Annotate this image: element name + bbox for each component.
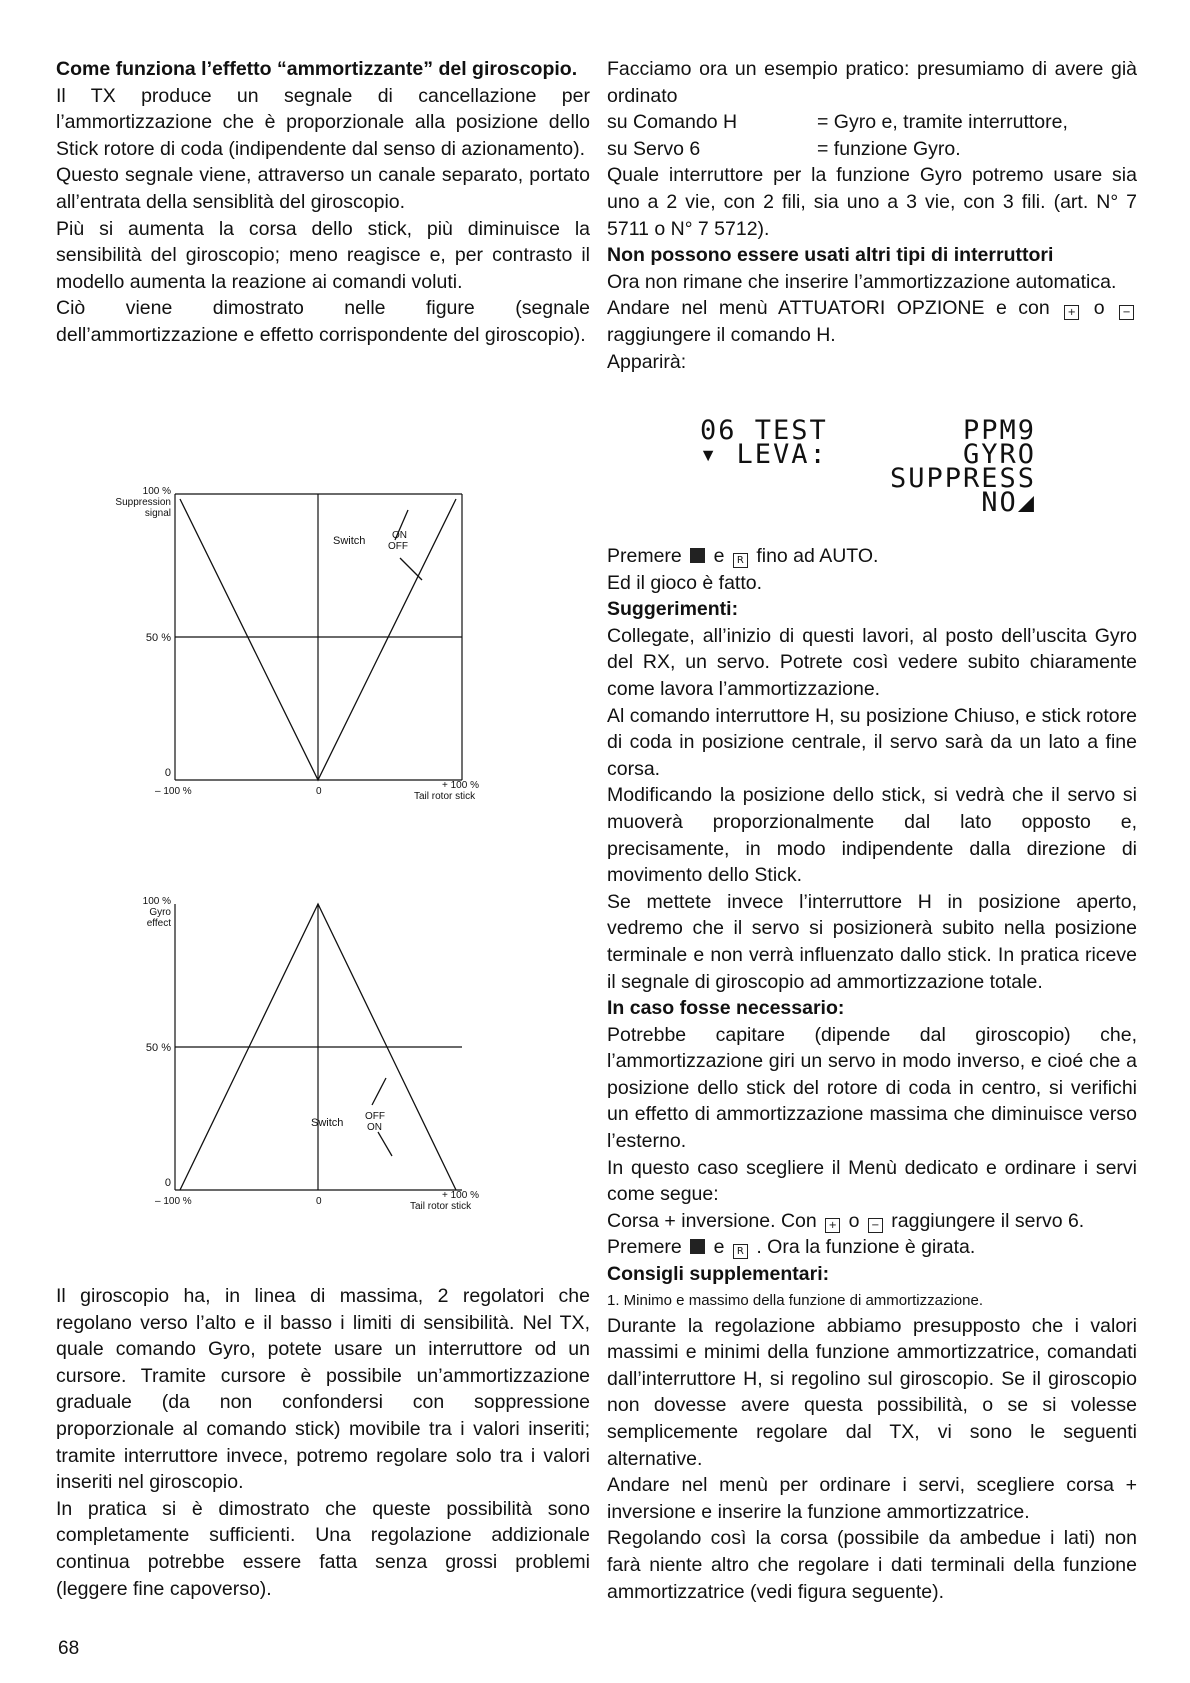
text-span: raggiungere il servo 6. [891, 1209, 1085, 1232]
assignment-key: su Comando H [607, 111, 738, 134]
section-heading: In caso fosse necessario: [607, 997, 845, 1020]
switch-on-label: ON [367, 1122, 382, 1133]
right-column-top [607, 56, 1137, 375]
text-span: o [1093, 297, 1105, 320]
y-label-50: 50 % [145, 632, 171, 644]
x-label-right: + 100 % [442, 1190, 479, 1201]
text-span: fino ad AUTO. [756, 545, 879, 567]
text-span: Premere [607, 1236, 682, 1259]
r-key-icon: R [733, 553, 748, 568]
warning-text: Non possono essere usati altri tipi di interruttori [607, 244, 1054, 267]
assignment-row [607, 109, 1137, 136]
x-label-center: 0 [316, 1196, 322, 1207]
switch-on-label: ON [392, 530, 407, 541]
paragraph: Durante la regolazione abbiamo presupposto che i valori massimi e minimi della funzione ammortizzatrice, comandati dall’interruttore H, si regolino sul giroscopio. Se il giroscopio non dovesse avere questa possibilità, o se si volesse semplicemente regolare dal TX, vi sono le seguenti alternative. [607, 1314, 1137, 1470]
right-column-bottom [607, 543, 1137, 1605]
y-label-line2: signal [144, 508, 171, 519]
gyro-effect-figure [60, 890, 530, 1230]
lcd-line1-right: PPM9 [962, 415, 1036, 446]
assignment-key: su Servo 6 [607, 137, 701, 160]
x-label-center: 0 [316, 786, 322, 797]
section-heading: Suggerimenti: [607, 598, 739, 621]
filled-key-icon [690, 1239, 705, 1254]
plus-key-icon: + [1064, 305, 1079, 320]
switch-label: Switch [311, 1117, 344, 1129]
paragraph: In pratica si è dimostrato che queste possibilità sono completamente sufficienti. Una regolazione addizionale continua potrebbe essere fatta senza grossi problemi (leggere fine capoverso). [56, 1497, 590, 1600]
page-number: 68 [58, 1638, 80, 1659]
x-axis-title: Tail rotor stick [414, 791, 476, 802]
plus-key-icon: + [825, 1218, 840, 1233]
text-span: raggiungere il comando H. [607, 323, 836, 346]
x-label-right: + 100 % [442, 780, 479, 791]
paragraph: Il TX produce un segnale di cancellazione per l’ammortizzazione che è proporzionale alla posizione dello Stick rotore di coda (indipendente dal senso di azionamento). [56, 84, 590, 160]
lcd-line1-left: 06 TEST [700, 415, 828, 446]
x-label-left: – 100 % [155, 1196, 192, 1207]
paragraph: Potrebbe capitare (dipende dal giroscopio) che, l’ammortizzazione giri un servo in modo inverso, e cioé che a posizione dello stick del rotore di coda in centro, si verifichi un effetto di ammortizzazione massima che diminuisce verso l’esterno. [607, 1023, 1137, 1153]
paragraph [607, 1208, 1137, 1235]
section-heading: Consigli supplementari: [607, 1263, 830, 1286]
paragraph: Se mettete invece l’interruttore H in posizione aperto, vedremo che il servo si posizionerà subito nella posizione terminale e non verrà influenzato dallo stick. In pratica riceve il segnale di giroscopio ad ammortizzazione totale. [607, 890, 1137, 993]
section-heading: Come funziona l’effetto “ammortizzante” del giroscopio. [56, 58, 578, 80]
y-label-0: 0 [164, 767, 171, 779]
switch-off-label: OFF [365, 1111, 385, 1122]
paragraph: Regolando così la corsa (possibile da ambedue i lati) non farà niente altro che regolare i dati terminali della funzione ammortizzatrice (vedi figura seguente). [607, 1527, 1137, 1603]
text-span: Andare nel menù ATTUATORI OPZIONE e con [607, 297, 1050, 320]
paragraph: Apparirà: [607, 350, 687, 373]
paragraph [607, 295, 1137, 348]
assignment-value: = funzione Gyro. [817, 137, 961, 160]
filled-key-icon [690, 548, 705, 563]
paragraph: Questo segnale viene, attraverso un canale separato, portato all’entrata della sensiblità del giroscopio. [56, 164, 590, 213]
paragraph [607, 1234, 1137, 1261]
y-label-line1: Suppression [115, 497, 171, 508]
r-key-icon: R [733, 1244, 748, 1259]
minus-key-icon: − [1119, 305, 1134, 320]
lcd-line2-right: GYRO [962, 439, 1036, 470]
lcd-line4: NO◢ [981, 487, 1036, 518]
paragraph: Quale interruttore per la funzione Gyro potremo usare sia uno a 2 vie, con 2 fili, sia uno a 3 vie, con 3 fili. (art. N° 7 5711 o N° 7 5712). [607, 164, 1137, 240]
y-label-top: 100 % [142, 486, 171, 497]
y-label-50: 50 % [145, 1042, 171, 1054]
paragraph: Andare nel menù per ordinare i servi, scegliere corsa + inversione e inserire la funzione ammortizzatrice. [607, 1474, 1137, 1523]
lcd-line3: SUPPRESS [889, 463, 1036, 494]
numbered-subheading: 1. Minimo e massimo della funzione di ammortizzazione. [607, 1291, 983, 1309]
figure-frame [175, 904, 462, 1190]
switch-label: Switch [333, 535, 366, 547]
paragraph: Facciamo ora un esempio pratico: presumiamo di avere già ordinato [607, 58, 1137, 107]
paragraph: Più si aumenta la corsa dello stick, più diminuisce la sensibilità del giroscopio; meno reagisce e, per contrasto il modello aumenta la reazione ai comandi voluti. [56, 217, 590, 293]
x-label-left: – 100 % [155, 786, 192, 797]
figure-frame [175, 494, 462, 780]
y-label-line2: effect [146, 918, 171, 929]
text-span: . Ora la funzione è girata. [756, 1236, 976, 1259]
left-column-bottom [56, 1283, 590, 1602]
switch-off-label: OFF [388, 541, 408, 552]
lcd-line2-left: ▾ LEVA: [700, 439, 828, 470]
paragraph: Ed il gioco è fatto. [607, 571, 763, 594]
x-axis-title: Tail rotor stick [410, 1201, 472, 1212]
left-column-top [56, 56, 590, 349]
text-span: e [713, 545, 725, 567]
y-label-top: 100 % [142, 896, 171, 907]
text-span: Corsa + inversione. Con [607, 1209, 817, 1232]
paragraph: Ciò viene dimostrato nelle figure (segnale dell’ammortizzazione e effetto corrispondente del giroscopio). [56, 297, 590, 346]
text-span: Premere [607, 545, 682, 567]
paragraph: Collegate, all’inizio di questi lavori, al posto dell’uscita Gyro del RX, un servo. Potrete così vedere subito chiaramente come lavora l’ammortizzazione. [607, 624, 1137, 700]
paragraph: In questo caso scegliere il Menù dedicato e ordinare i servi come segue: [607, 1156, 1137, 1206]
lcd-display [700, 415, 1040, 528]
paragraph [607, 543, 1137, 570]
paragraph: Al comando interruttore H, su posizione Chiuso, e stick rotore di coda in posizione centrale, il servo sarà da un lato a fine corsa. [607, 704, 1137, 780]
suppression-signal-figure [60, 480, 530, 820]
minus-key-icon: − [868, 1218, 883, 1233]
y-label-0: 0 [164, 1177, 171, 1189]
assignment-row [607, 136, 1137, 163]
paragraph: Modificando la posizione dello stick, si vedrà che il servo si muoverà proporzionalmente dal lato opposto e, precisamente, in modo indipendente dalla direzione di movimento dello Stick. [607, 784, 1137, 887]
text-span: e [713, 1236, 725, 1259]
text-span: o [848, 1209, 860, 1232]
paragraph: Il giroscopio ha, in linea di massima, 2 regolatori che regolano verso l’alto e il basso i limiti di sensibilità. Nel TX, quale comando Gyro, potete usare un interruttore od un cursore. Tramite cursore è possibile un’ammortizzazione graduale (da non confondersi con soppressione proporzionale al comando stick) movibile tra i valori inseriti; tramite interruttore invece, potremo regolare solo tra i valori inseriti nel giroscopio. [56, 1285, 590, 1494]
y-label-line1: Gyro [149, 907, 171, 918]
paragraph: Ora non rimane che inserire l’ammortizzazione automatica. [607, 270, 1117, 293]
assignment-value: = Gyro e, tramite interruttore, [817, 111, 1068, 134]
